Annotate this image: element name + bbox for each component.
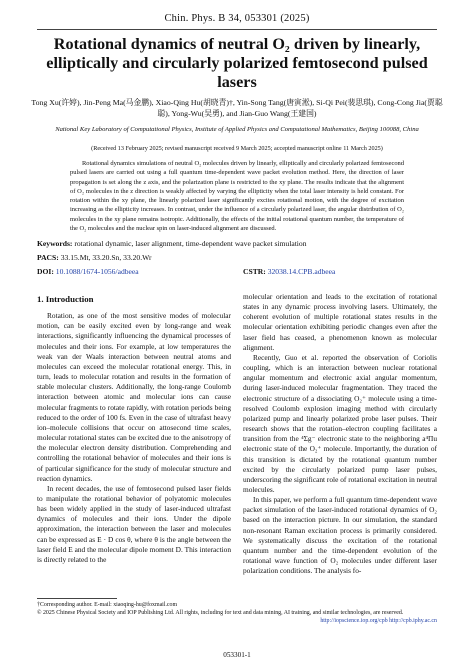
- keywords-line: [37, 238, 437, 249]
- journal-links[interactable]: http://iopscience.iop.org/cpb http://cpb.iphy.ac.cn: [320, 618, 437, 625]
- affiliation: National Key Laboratory of Computational Physics, Institute of Applied Physics and Computational Mathematics, Beijing 100088, China: [55, 126, 419, 133]
- pacs-label: PACS:: [37, 253, 59, 262]
- intro-paragraph-2: In recent decades, the use of femtosecond pulsed laser fields to manipulate the rotational behavior of polyatomic molecules has been widely applied in the study of laser-induced ultrafast dynamics of molecules and their ions. Under the dipole approximation, the interaction between the laser and molecules can be expressed as E · D cos θ, where θ is the angle between the laser field E and the molecular dipole moment D. This interaction is directly related to the: [37, 483, 231, 564]
- left-column: [37, 292, 231, 565]
- cstr-link[interactable]: 32038.14.CPB.adbeea: [267, 267, 336, 276]
- author-list: Tong Xu(许婷), Jin-Peng Ma(马金鹏), Xiao-Qing Hu(胡晓青)†, Yin-Song Tang(唐寅淞), Si-Qi Pei(裴思琪), Cong-Cong Jia(贾聪聪), Yong-Wu(吴勇), and Jian-Guo Wang(王建国): [31, 98, 443, 118]
- paper-title: Rotational dynamics of neutral O₂ driven by linearly, elliptically and circularly polarized femtosecond pulsed lasers: [46, 35, 428, 91]
- intro-paragraph-1: Rotation, as one of the most sensitive modes of molecular motion, can be easily excited even by long-range and weak interactions, significantly influencing the dynamical processes of molecules and their ions. For example, at low temperatures the weak van der Waals interaction between neutral atoms and molecules can exceed the molecular rotational energy. This, in turn, leads to molecular rotation and results in the formation of stable molecular clusters. Additionally, the long-range Coulomb interaction between atomic and molecular ions can cause molecular fragments to rotate rapidly, with rotation periods being reduced to the order of 100 fs. Even in the case of ultrafast heavy ion–molecule collisions that occur on attosecond time scales, molecular rotational states can be excited due to the anisotropy of the molecular electron density distribution. Comprehending and controlling the rotational behavior of molecules and their ions is of particular significance for the study of molecular structure and reaction dynamics.: [37, 311, 231, 483]
- keywords-label: Keywords:: [37, 239, 73, 248]
- footnotes: [37, 601, 437, 626]
- doi-line: [37, 266, 237, 277]
- corresponding-author-note: †Corresponding author. E-mail: xiaoqing-hu@foxmail.com: [37, 602, 178, 608]
- intro-paragraph-3: Recently, Guo et al. reported the observation of Coriolis coupling, which is an interaction between nuclear rotational angular momentum and electronic axial angular momentum, during laser-induced molecular fragmentation. They traced the electronic structure of a dissociating O₂⁺ molecule using a time-resolved Coulomb explosion imaging method with circularly polarized pump and linearly polarized probe laser pulses. Their research shows that the rotation–electron coupling facilitates a transition from the ⁴Σg⁻ electronic state to the neighboring a⁴Πu electronic state of the O₂⁺ molecule. Importantly, the duration of this transition is dictated by the rotational quantum number excited by the circularly polarized pump laser pulses, underscoring the significant role of rotational excitation in neutral molecules.: [243, 352, 437, 494]
- doi-link[interactable]: 10.1088/1674-1056/adbeea: [55, 267, 139, 276]
- header-divider: [37, 29, 437, 30]
- section-heading: 1. Introduction: [37, 294, 94, 304]
- right-column: [243, 292, 437, 576]
- running-head: Chin. Phys. B 34, 053301 (2025): [164, 13, 310, 24]
- doi-label: DOI:: [37, 267, 54, 276]
- received-dates: (Received 13 February 2025; revised manuscript received 9 March 2025; accepted manuscript online 11 March 2025): [91, 145, 383, 152]
- keywords-value: rotational dynamic, laser alignment, time-dependent wave packet simulation: [74, 239, 307, 248]
- footnote-divider: [37, 598, 117, 599]
- copyright-note: © 2025 Chinese Physical Society and IOP Publishing Ltd. All rights, including for text and data mining, AI training, and similar technologies, are reserved.: [37, 610, 404, 617]
- pacs-value: 33.15.Mt, 33.20.Sn, 33.20.Wr: [60, 253, 152, 262]
- intro-paragraph-2-continued: molecular orientation and leads to the excitation of rotational states in any dynamic process involving lasers. Ultimately, the coherent evolution of multiple rotational states results in the molecular orientation exhibiting periodic changes even after the laser field has ceased, a phenomenon known as molecular alignment.: [243, 292, 437, 352]
- page-number: 053301-1: [223, 651, 251, 659]
- intro-paragraph-4: In this paper, we perform a full quantum time-dependent wave packet simulation of the laser-induced rotational dynamics of O₂ based on the interaction picture. In our simulation, the standard non-resonant Raman excitation process is primarily considered. We systematically discuss the excitation of the rotational quantum number and the time-dependent evolution of the rotational wave function of O₂ molecules under different laser polarization conditions. The analysis fo-: [243, 495, 437, 576]
- cstr-label: CSTR:: [243, 267, 266, 276]
- abstract: Rotational dynamics simulations of neutral O₂ molecules driven by linearly, elliptically and circularly polarized femtosecond pulsed lasers are carried out using a full quantum time-dependent wave packet evolution method. Here, the direction of laser propagation is set along the z axis, and the polarization plane is restricted to the xy plane. The results indicate that the alignment of O₂ molecules in the z direction is weakly affected by varying the ellipticity when the total laser intensity is held constant. For rotation within the xy plane, the linearly polarized laser significantly excites rotational motion, with the degree of excitation increasing as the ellipticity increases. In contrast, under the influence of a circularly polarized laser, the angular distribution of O₂ molecules in the xy plane remains isotropic. Additionally, the effects of the initial rotational quantum number, the temperature of the O₂ molecules and the nuclear spin on laser-induced alignment are discussed.: [70, 160, 404, 233]
- cstr-line: [243, 266, 437, 277]
- pacs-line: [37, 252, 437, 263]
